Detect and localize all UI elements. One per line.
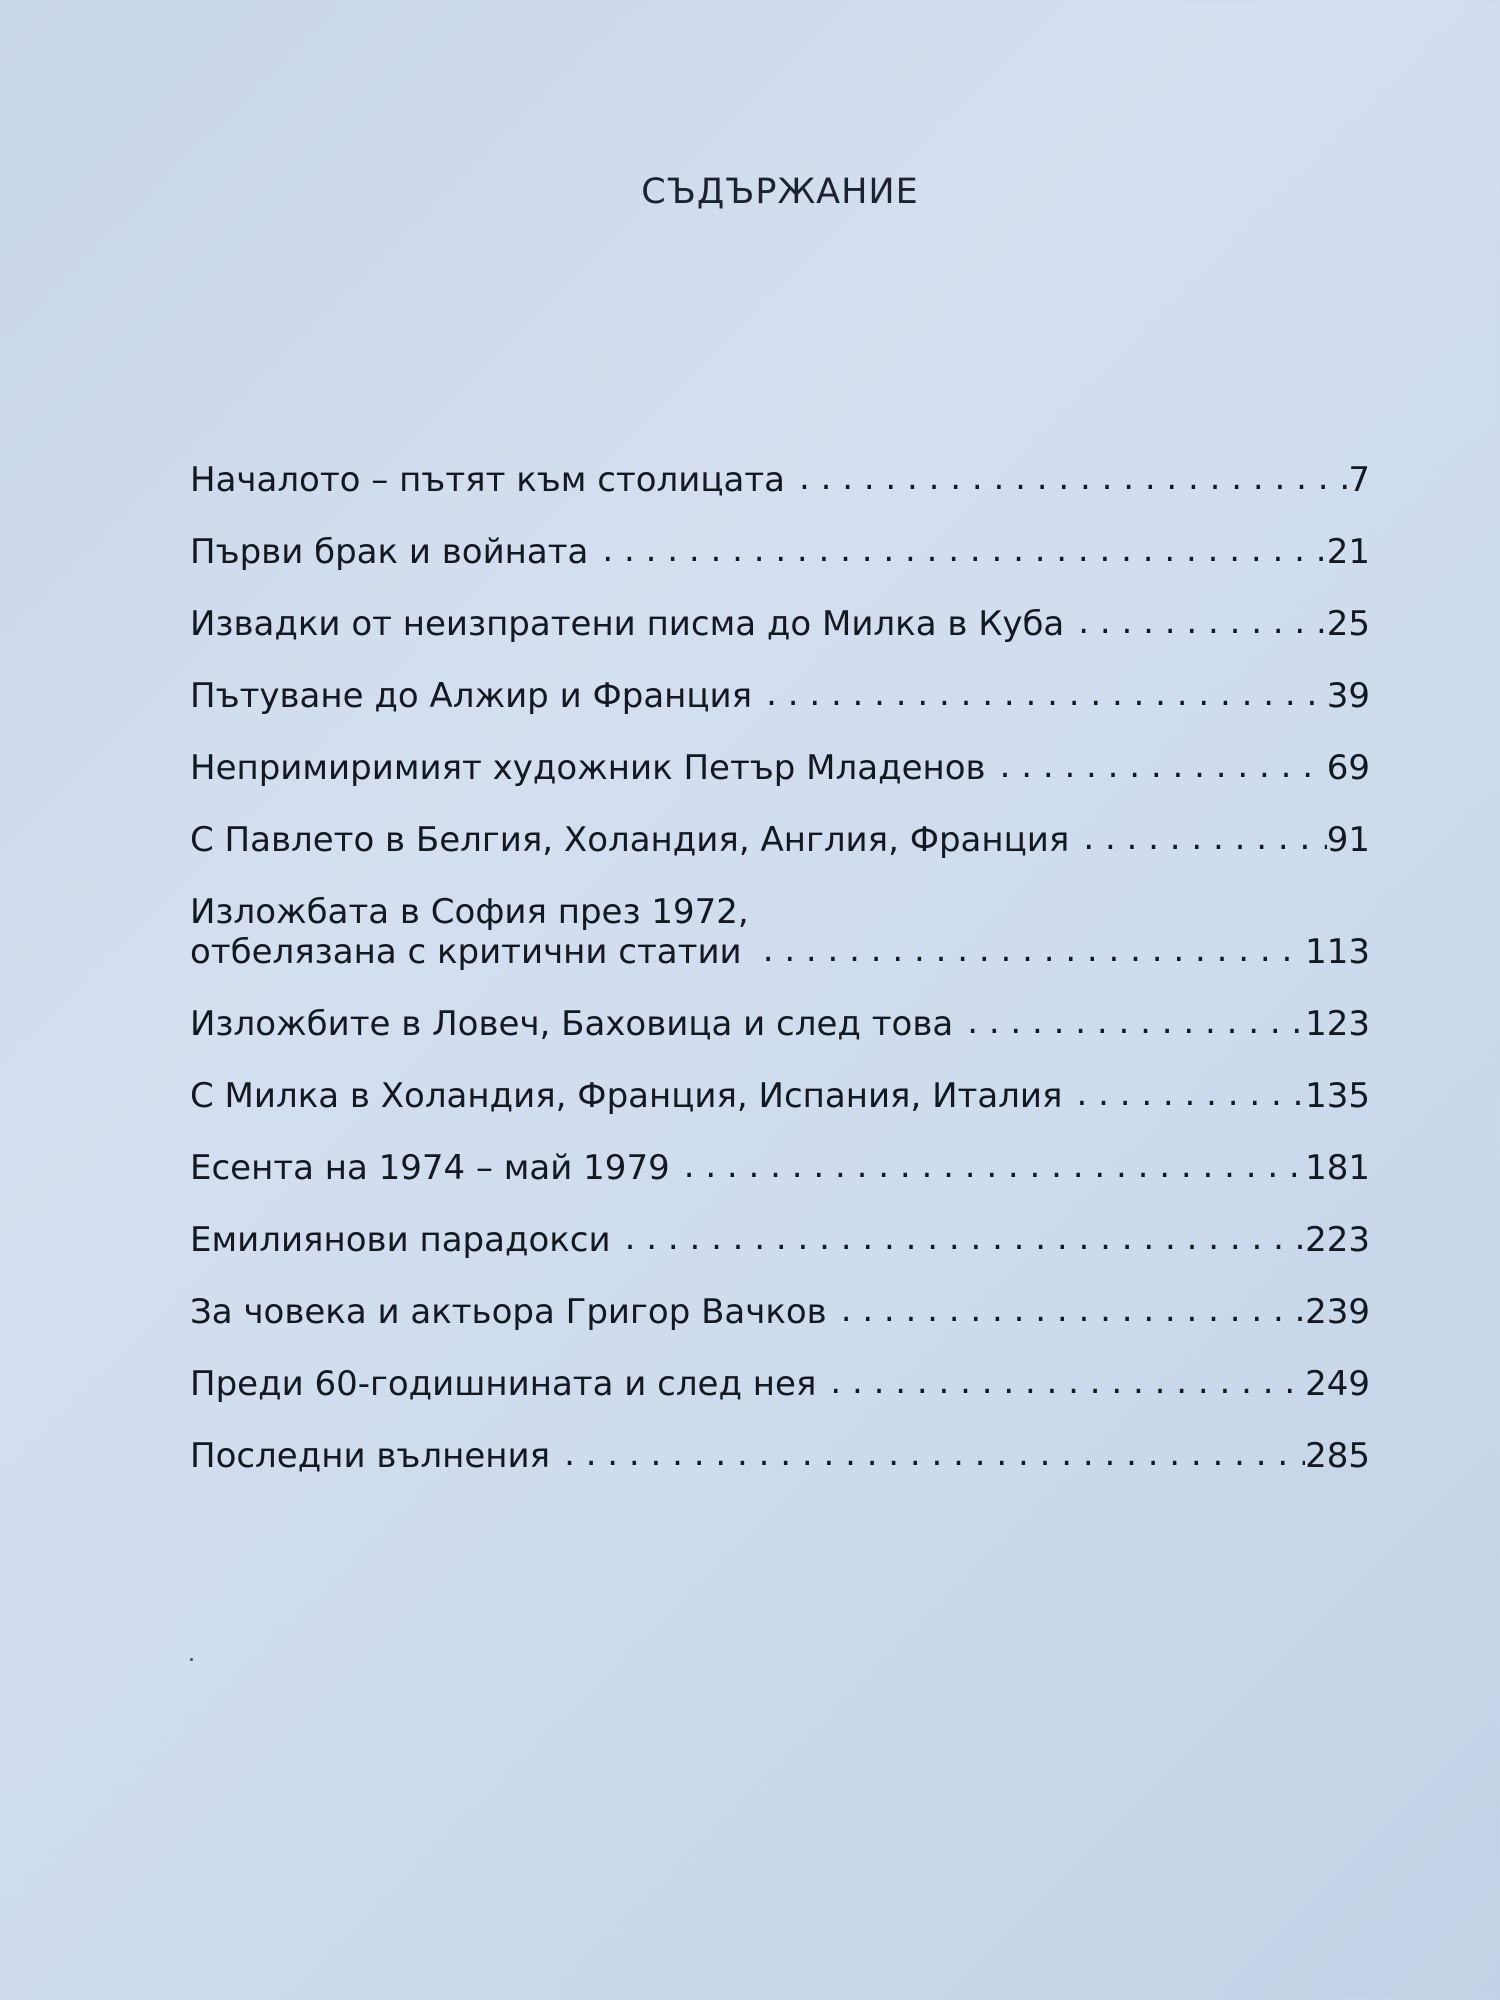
dot-leader <box>602 530 1326 570</box>
toc-entry <box>190 716 1370 788</box>
dot-leader <box>684 1146 1305 1186</box>
toc-entry-page: 21 <box>1326 532 1370 572</box>
dot-leader <box>625 1218 1305 1258</box>
toc-entry-title: Пътуване до Алжир и Франция <box>190 676 753 716</box>
page-title: СЪДЪРЖАНИЕ <box>641 172 919 212</box>
toc-entry <box>190 572 1370 644</box>
dot-leader <box>967 1002 1305 1042</box>
toc-entry-page: 69 <box>1326 748 1370 788</box>
toc-entry <box>190 788 1370 860</box>
toc-entry-title: Първи брак и войната <box>190 532 589 572</box>
toc-entry-page: 91 <box>1326 820 1370 860</box>
toc-entry <box>190 1044 1370 1116</box>
dot-leader <box>799 458 1348 498</box>
toc-entry-title: Емилиянови парадокси <box>190 1220 611 1260</box>
toc-entry-title: Непримиримият художник Петър Младенов <box>190 748 986 788</box>
toc-entry-page: 113 <box>1305 932 1370 972</box>
toc-entry <box>190 1404 1370 1476</box>
toc-entry-page: 135 <box>1305 1076 1370 1116</box>
toc-entry-title: Преди 60-годишнината и след нея <box>190 1364 817 1404</box>
toc-entry <box>190 860 1370 972</box>
toc-entry-page: 7 <box>1348 460 1370 500</box>
dot-leader <box>1076 1074 1305 1114</box>
toc-entry <box>190 1188 1370 1260</box>
toc-entry <box>190 500 1370 572</box>
toc-entry-page: 239 <box>1305 1292 1370 1332</box>
toc-entry <box>190 972 1370 1044</box>
toc-entry-title: Изложбата в София през 1972, отбелязана с критични статии <box>190 892 749 972</box>
toc-entry <box>190 1116 1370 1188</box>
toc-entry-page: 249 <box>1305 1364 1370 1404</box>
toc-entry-page: 39 <box>1326 676 1370 716</box>
toc-entry-title: Началото – пътят към столицата <box>190 460 785 500</box>
toc-entry-title: Изложбите в Ловеч, Баховица и след това <box>190 1004 954 1044</box>
toc-entry-page: 123 <box>1305 1004 1370 1044</box>
paper-speck <box>190 1658 193 1661</box>
toc-entry-page: 285 <box>1305 1436 1370 1476</box>
dot-leader <box>1000 746 1327 786</box>
toc-entry-title: С Милка в Холандия, Франция, Испания, Италия <box>190 1076 1063 1116</box>
toc-entry-title: За човека и актьора Григор Вачков <box>190 1292 827 1332</box>
dot-leader <box>763 930 1305 970</box>
toc-entry <box>190 1260 1370 1332</box>
toc-entry <box>190 1332 1370 1404</box>
toc-entry-title: С Павлето в Белгия, Холандия, Англия, Франция <box>190 820 1070 860</box>
toc-entry <box>190 428 1370 500</box>
table-of-contents <box>190 428 1370 1476</box>
toc-entry-title: Извадки от неизпратени писма до Милка в Куба <box>190 604 1065 644</box>
dot-leader <box>1083 818 1326 858</box>
toc-entry-title: Последни вълнения <box>190 1436 551 1476</box>
toc-entry-page: 181 <box>1305 1148 1370 1188</box>
dot-leader <box>766 674 1327 714</box>
dot-leader <box>1078 602 1326 642</box>
toc-entry-page: 25 <box>1326 604 1370 644</box>
dot-leader <box>841 1290 1305 1330</box>
toc-entry-title: Есента на 1974 – май 1979 <box>190 1148 670 1188</box>
dot-leader <box>564 1434 1305 1474</box>
dot-leader <box>830 1362 1305 1402</box>
toc-entry-page: 223 <box>1305 1220 1370 1260</box>
toc-entry <box>190 644 1370 716</box>
